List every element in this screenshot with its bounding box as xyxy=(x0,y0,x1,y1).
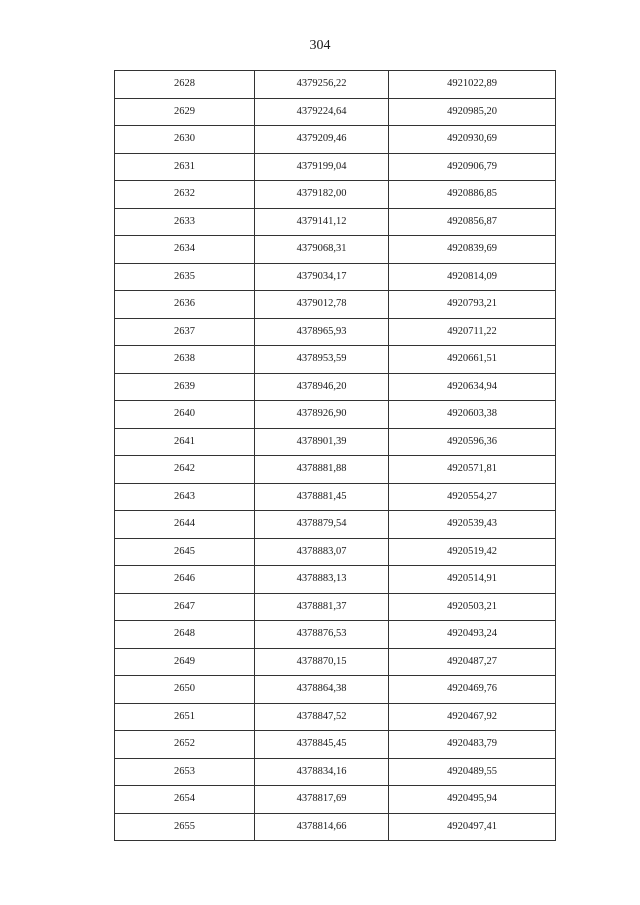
y-coordinate-cell: 4920711,22 xyxy=(389,318,556,346)
table-row xyxy=(115,98,556,126)
x-coordinate-cell: 4378926,90 xyxy=(255,401,389,429)
x-coordinate-cell: 4378845,45 xyxy=(255,731,389,759)
x-coordinate-cell: 4378847,52 xyxy=(255,703,389,731)
table-row xyxy=(115,456,556,484)
x-coordinate-cell: 4378965,93 xyxy=(255,318,389,346)
y-coordinate-cell: 4920467,92 xyxy=(389,703,556,731)
x-coordinate-cell: 4379034,17 xyxy=(255,263,389,291)
x-coordinate-cell: 4379068,31 xyxy=(255,236,389,264)
table-row xyxy=(115,813,556,841)
table-row xyxy=(115,181,556,209)
x-coordinate-cell: 4378817,69 xyxy=(255,786,389,814)
y-coordinate-cell: 4920793,21 xyxy=(389,291,556,319)
y-coordinate-cell: 4920554,27 xyxy=(389,483,556,511)
table-row xyxy=(115,593,556,621)
point-number-cell: 2638 xyxy=(115,346,255,374)
point-number-cell: 2633 xyxy=(115,208,255,236)
table-row xyxy=(115,263,556,291)
point-number-cell: 2639 xyxy=(115,373,255,401)
x-coordinate-cell: 4378864,38 xyxy=(255,676,389,704)
x-coordinate-cell: 4378883,13 xyxy=(255,566,389,594)
x-coordinate-cell: 4378881,88 xyxy=(255,456,389,484)
point-number-cell: 2646 xyxy=(115,566,255,594)
y-coordinate-cell: 4920930,69 xyxy=(389,126,556,154)
y-coordinate-cell: 4920985,20 xyxy=(389,98,556,126)
x-coordinate-cell: 4379182,00 xyxy=(255,181,389,209)
point-number-cell: 2652 xyxy=(115,731,255,759)
point-number-cell: 2644 xyxy=(115,511,255,539)
y-coordinate-cell: 4920495,94 xyxy=(389,786,556,814)
x-coordinate-cell: 4379224,64 xyxy=(255,98,389,126)
point-number-cell: 2649 xyxy=(115,648,255,676)
x-coordinate-cell: 4378870,15 xyxy=(255,648,389,676)
y-coordinate-cell: 4920483,79 xyxy=(389,731,556,759)
table-row xyxy=(115,703,556,731)
table-row xyxy=(115,483,556,511)
table-row xyxy=(115,153,556,181)
coordinates-table-body xyxy=(115,71,556,841)
y-coordinate-cell: 4920519,42 xyxy=(389,538,556,566)
point-number-cell: 2651 xyxy=(115,703,255,731)
coordinates-table xyxy=(114,70,556,841)
y-coordinate-cell: 4920661,51 xyxy=(389,346,556,374)
table-row xyxy=(115,621,556,649)
point-number-cell: 2643 xyxy=(115,483,255,511)
y-coordinate-cell: 4920539,43 xyxy=(389,511,556,539)
y-coordinate-cell: 4920489,55 xyxy=(389,758,556,786)
x-coordinate-cell: 4378814,66 xyxy=(255,813,389,841)
y-coordinate-cell: 4920487,27 xyxy=(389,648,556,676)
point-number-cell: 2634 xyxy=(115,236,255,264)
table-row xyxy=(115,786,556,814)
table-row xyxy=(115,346,556,374)
point-number-cell: 2645 xyxy=(115,538,255,566)
y-coordinate-cell: 4920839,69 xyxy=(389,236,556,264)
x-coordinate-cell: 4378879,54 xyxy=(255,511,389,539)
x-coordinate-cell: 4378901,39 xyxy=(255,428,389,456)
y-coordinate-cell: 4920634,94 xyxy=(389,373,556,401)
y-coordinate-cell: 4920856,87 xyxy=(389,208,556,236)
y-coordinate-cell: 4920906,79 xyxy=(389,153,556,181)
x-coordinate-cell: 4379012,78 xyxy=(255,291,389,319)
y-coordinate-cell: 4920503,21 xyxy=(389,593,556,621)
x-coordinate-cell: 4378953,59 xyxy=(255,346,389,374)
point-number-cell: 2642 xyxy=(115,456,255,484)
table-row xyxy=(115,401,556,429)
point-number-cell: 2632 xyxy=(115,181,255,209)
point-number-cell: 2636 xyxy=(115,291,255,319)
table-row xyxy=(115,318,556,346)
y-coordinate-cell: 4920497,41 xyxy=(389,813,556,841)
point-number-cell: 2653 xyxy=(115,758,255,786)
x-coordinate-cell: 4378883,07 xyxy=(255,538,389,566)
point-number-cell: 2641 xyxy=(115,428,255,456)
page-number: 304 xyxy=(309,38,331,53)
table-row xyxy=(115,71,556,99)
table-row xyxy=(115,676,556,704)
table-row xyxy=(115,126,556,154)
point-number-cell: 2640 xyxy=(115,401,255,429)
x-coordinate-cell: 4378876,53 xyxy=(255,621,389,649)
point-number-cell: 2637 xyxy=(115,318,255,346)
table-row xyxy=(115,236,556,264)
table-row xyxy=(115,511,556,539)
y-coordinate-cell: 4920603,38 xyxy=(389,401,556,429)
table-row xyxy=(115,373,556,401)
point-number-cell: 2650 xyxy=(115,676,255,704)
y-coordinate-cell: 4920596,36 xyxy=(389,428,556,456)
table-row xyxy=(115,731,556,759)
point-number-cell: 2635 xyxy=(115,263,255,291)
x-coordinate-cell: 4379141,12 xyxy=(255,208,389,236)
x-coordinate-cell: 4379209,46 xyxy=(255,126,389,154)
x-coordinate-cell: 4379256,22 xyxy=(255,71,389,99)
table-row xyxy=(115,208,556,236)
point-number-cell: 2648 xyxy=(115,621,255,649)
y-coordinate-cell: 4920469,76 xyxy=(389,676,556,704)
point-number-cell: 2630 xyxy=(115,126,255,154)
table-row xyxy=(115,538,556,566)
table-row xyxy=(115,428,556,456)
point-number-cell: 2654 xyxy=(115,786,255,814)
table-row xyxy=(115,758,556,786)
y-coordinate-cell: 4920571,81 xyxy=(389,456,556,484)
table-row xyxy=(115,291,556,319)
point-number-cell: 2631 xyxy=(115,153,255,181)
point-number-cell: 2647 xyxy=(115,593,255,621)
x-coordinate-cell: 4379199,04 xyxy=(255,153,389,181)
x-coordinate-cell: 4378834,16 xyxy=(255,758,389,786)
y-coordinate-cell: 4920814,09 xyxy=(389,263,556,291)
y-coordinate-cell: 4920493,24 xyxy=(389,621,556,649)
point-number-cell: 2628 xyxy=(115,71,255,99)
y-coordinate-cell: 4920514,91 xyxy=(389,566,556,594)
x-coordinate-cell: 4378881,45 xyxy=(255,483,389,511)
point-number-cell: 2655 xyxy=(115,813,255,841)
point-number-cell: 2629 xyxy=(115,98,255,126)
x-coordinate-cell: 4378946,20 xyxy=(255,373,389,401)
x-coordinate-cell: 4378881,37 xyxy=(255,593,389,621)
y-coordinate-cell: 4920886,85 xyxy=(389,181,556,209)
y-coordinate-cell: 4921022,89 xyxy=(389,71,556,99)
table-row xyxy=(115,566,556,594)
table-row xyxy=(115,648,556,676)
